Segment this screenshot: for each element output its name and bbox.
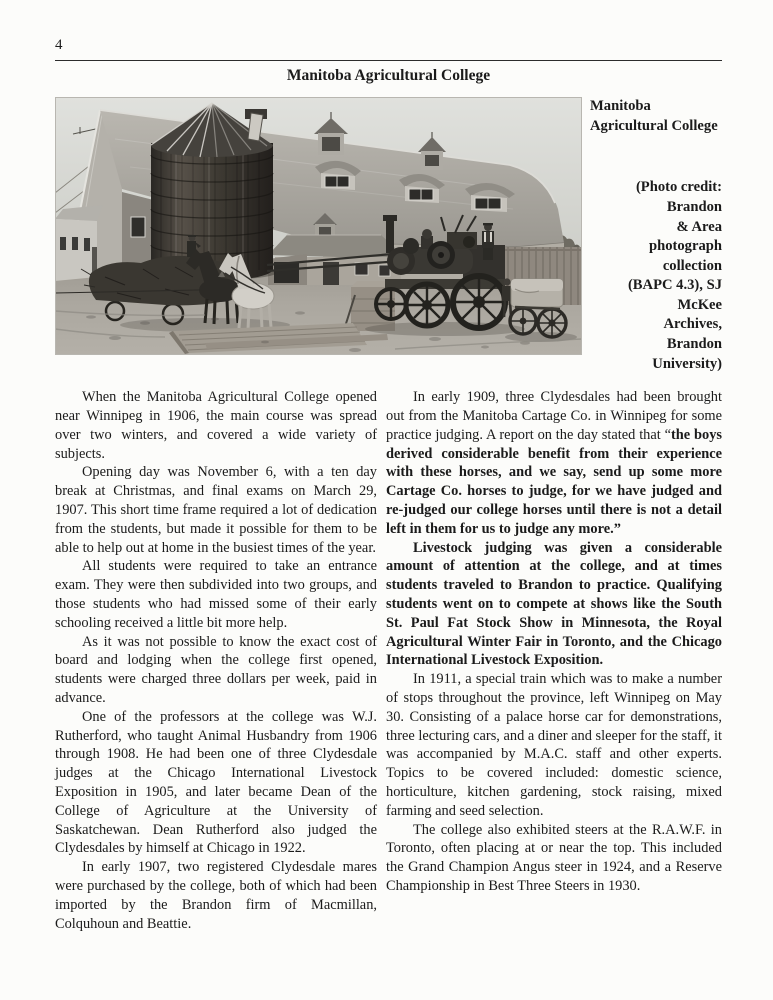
page-number: 4 — [55, 37, 63, 53]
paragraph — [55, 633, 377, 708]
caption-credit-line: Archives, — [663, 316, 722, 333]
paragraph — [55, 463, 377, 557]
photo-caption — [590, 97, 722, 374]
paragraph — [55, 388, 377, 463]
caption-credit-line: photograph — [649, 238, 722, 255]
caption-credit-line: University) — [652, 355, 722, 372]
text-run: Opening day was November 6, with a ten day break at Christmas, and final exams on March 29, 1907. This short time frame required a lot of dedication from the students, but made it possible for them to be able to help out at home in the busiest times of the year. — [55, 464, 377, 556]
photo-caption-title: Manitoba Agricultural College — [590, 98, 718, 134]
paragraph — [55, 557, 377, 632]
text-run: All students were required to take an entrance exam. They were then subdivided into two groups, and those students who had missed some of their early schooling received a little bit more help. — [55, 558, 377, 631]
text-run: When the Manitoba Agricultural College opened near Winnipeg in 1906, the main course was spread over two winters, and covered a wide variety of subjects. — [55, 389, 377, 462]
text-run: Livestock judging was given a considerable amount of attention at the college, and at times students traveled to Brandon to practice. Qualifying students went on to compete at shows like the South St. Paul Fat Stock Show in Minnesota, the Royal Agricultural Winter Fair in Toronto, and the Chicago International Livestock Exposition. — [386, 539, 722, 669]
paragraph — [386, 388, 722, 538]
paragraph — [386, 821, 722, 896]
text-run: In early 1909, three Clydesdales had been brought out from the Manitoba Cartage Co. in Winnipeg for some practice judging. A report on the day stated that “ — [386, 389, 722, 443]
right-column — [386, 388, 722, 933]
caption-credit-line: collection — [662, 257, 722, 274]
page-title: Manitoba Agricultural College — [286, 67, 491, 84]
barn-photo — [55, 97, 582, 355]
text-run: the boys derived considerable benefit from their experience with these horses, and we say, send up some more Cartage Co. horses to judge, for we have judged and re-judged our college horses until there is not a detail left in them for us to judge any more.” — [386, 426, 722, 537]
text-run: The college also exhibited steers at the R.A.W.F. in Toronto, often placing at or near the top. This included the Grand Champion Angus steer in 1924, and a Reserve Championship in Best Three Steers in 1930. — [386, 821, 722, 894]
caption-credit-line: (BAPC 4.3), SJ — [627, 277, 722, 294]
caption-credit-line: McKee — [677, 296, 722, 313]
header-rule — [55, 60, 722, 61]
text-run: In early 1907, two registered Clydesdale mares were purchased by the college, both of which had been imported by the Brandon firm of Macmillan, Colquhoun and Beattie. — [55, 859, 377, 932]
photo-row — [55, 97, 722, 374]
paragraph — [386, 539, 722, 671]
left-column — [55, 388, 377, 933]
barn-left-wing — [55, 205, 103, 281]
text-run: As it was not possible to know the exact cost of board and lodging when the college first opened, students were charged three dollars per week, paid in advance. — [55, 633, 377, 707]
paragraph — [55, 858, 377, 933]
paragraph — [55, 708, 377, 858]
caption-credit-line: (Photo credit: — [635, 179, 722, 196]
photo-caption-credit — [590, 178, 722, 374]
text-run: One of the professors at the college was W.J. Rutherford, who taught Animal Husbandry from 1906 through 1908. He had been one of three Clydesdale judges at the Chicago International Livestock Exposition in 1905, and later became Dean of the College of Agriculture at the University of Saskatchewan. Dean Rutherford also judged the Clydesdales by himself at Chicago in 1922. — [55, 708, 377, 857]
caption-credit-line: Brandon — [666, 198, 722, 215]
caption-credit-line: & Area — [676, 218, 722, 235]
text-run: In 1911, a special train which was to make a number of stops throughout the province, left Winnipeg on May 30. Consisting of a palace horse car for demonstrations, three lecturing cars, and a diner and sleeper for the staff, it was accompanied by M.A.C. staff and other experts. Topics to be covered included: domestic science, horticulture, kitchen gardening, stock raising, mixed farming and seed selection. — [386, 671, 722, 819]
caption-credit-line: Brandon — [666, 336, 722, 353]
barn-photo-illustration — [55, 97, 582, 355]
paragraph — [386, 670, 722, 820]
body-text — [55, 388, 722, 933]
